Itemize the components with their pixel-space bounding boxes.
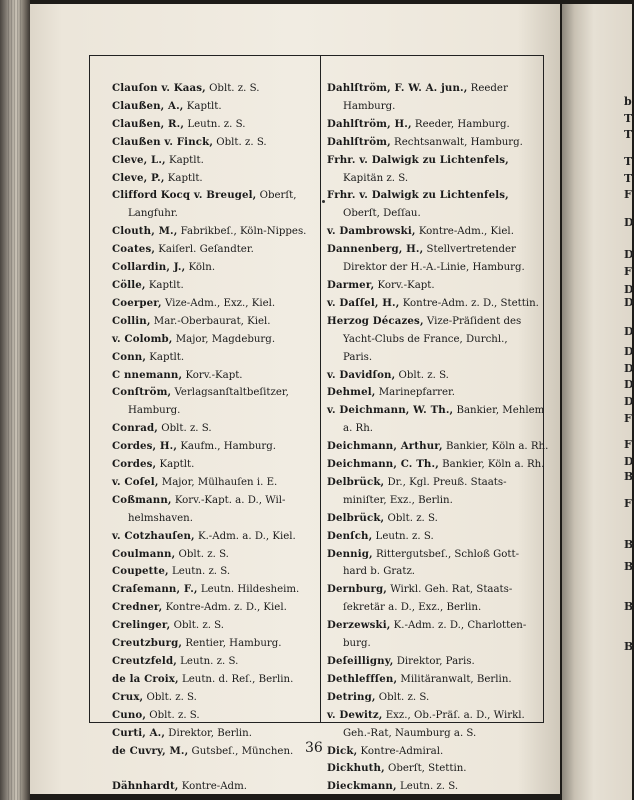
entry-description: Oblt. z. S. xyxy=(146,709,200,721)
facing-page-letter: B xyxy=(624,600,634,613)
entry-description: Köln. xyxy=(185,262,216,274)
directory-entry xyxy=(327,778,539,796)
facing-page-letter: T xyxy=(624,112,633,125)
directory-entry xyxy=(327,546,539,564)
entry-description: Kaptlt. xyxy=(183,100,222,112)
entry-name: v. Deichmann, W. Th., xyxy=(327,404,454,417)
facing-page-letter: D xyxy=(624,325,634,338)
directory-entry xyxy=(112,187,316,205)
directory-entry xyxy=(327,80,539,98)
directory-entry xyxy=(112,367,316,385)
entry-description: Oblt. z. S. xyxy=(375,691,430,703)
entry-description: Kaptlt. xyxy=(145,279,184,291)
entry-name: Denſch, xyxy=(327,529,373,542)
entry-description: Reeder xyxy=(467,83,508,94)
entry-name: Coerper, xyxy=(112,296,162,309)
entry-name: Darmer, xyxy=(327,278,375,291)
entry-continuation: a. Rh. xyxy=(343,423,374,435)
entry-name: Frhr. v. Dalwigk zu Lichtenfels, xyxy=(327,189,509,202)
directory-entry xyxy=(327,402,545,420)
entry-description: Kontre-Adm., Kiel. xyxy=(415,226,514,238)
entry-name: Cordes, H., xyxy=(112,440,178,453)
entry-continuation: Direktor der H.-A.-Linie, Hamburg. xyxy=(343,262,525,274)
entry-name: Clouth, M., xyxy=(112,225,178,238)
entry-name: Dennig, xyxy=(327,547,373,560)
directory-entry xyxy=(112,492,316,510)
entry-name: Deichmann, C. Th., xyxy=(327,458,439,471)
facing-page-letter: T xyxy=(624,155,633,168)
directory-entry xyxy=(327,223,539,241)
directory-entry xyxy=(112,170,316,188)
facing-page-letter: B xyxy=(624,470,634,483)
facing-page-letter: T xyxy=(624,172,633,185)
facing-page-letter: F xyxy=(624,412,632,425)
entry-name: Detring, xyxy=(327,690,376,703)
column-divider xyxy=(320,55,321,723)
entry-description: Oblt. z. S. xyxy=(205,83,260,94)
entry-name: de la Croix, xyxy=(112,672,179,685)
entry-name: Dickhuth, xyxy=(327,762,385,775)
directory-entry xyxy=(112,313,316,331)
entry-name: Delbrück, xyxy=(327,475,385,488)
directory-entry xyxy=(112,563,316,581)
entry-description: Leutn. Hildesheim. xyxy=(197,584,300,596)
facing-page-letter: F xyxy=(624,438,632,451)
directory-entry xyxy=(112,581,316,599)
entry-name: Cuno, xyxy=(112,708,147,721)
directory-entry xyxy=(327,313,539,331)
left-column xyxy=(112,80,316,796)
facing-page-letter: T xyxy=(624,128,633,141)
directory-entry xyxy=(327,241,539,259)
entry-description: Kontre-Adm. z. D., Kiel. xyxy=(162,602,287,614)
entry-name: Dahlſtröm, H., xyxy=(327,117,412,130)
facing-page-letter: B xyxy=(624,640,634,653)
directory-entry xyxy=(112,331,316,349)
directory-entry xyxy=(112,546,316,564)
directory-entry xyxy=(112,420,316,438)
entry-continuation: Oberſt, Deſſau. xyxy=(343,208,421,220)
entry-name: Craſemann, F., xyxy=(112,583,198,596)
facing-page-letter: B xyxy=(624,538,634,551)
entry-name: Cleve, P., xyxy=(112,171,165,184)
entry-description: Vize-Präſident des xyxy=(423,315,522,327)
facing-page-letter: D xyxy=(624,395,634,408)
book-spine xyxy=(0,0,30,800)
entry-gap xyxy=(112,760,316,778)
entry-name: Collin, xyxy=(112,314,151,327)
entry-description: Direktor, Berlin. xyxy=(165,727,252,739)
entry-description: Leutn. z. S. xyxy=(372,530,434,542)
entry-name: Crux, xyxy=(112,690,144,703)
entry-name: de Cuvry, M., xyxy=(112,744,189,757)
directory-entry xyxy=(327,743,539,761)
entry-description: Korv.-Kapt. xyxy=(374,279,435,291)
directory-entry xyxy=(112,259,316,277)
entry-name: v. Daſſel, H., xyxy=(327,296,400,309)
entry-description: Stellvertretender xyxy=(423,244,516,256)
entry-name: Conſtröm, xyxy=(112,386,172,399)
entry-name: Cleve, L., xyxy=(112,153,166,166)
ink-dot xyxy=(322,200,325,203)
directory-entry xyxy=(112,384,316,402)
facing-page-letter: D xyxy=(624,455,634,468)
entry-name: Cordes, xyxy=(112,458,157,471)
entry-description: Leutn. d. Reſ., Berlin. xyxy=(178,673,294,685)
entry-name: Claußen, A., xyxy=(112,99,184,112)
directory-entry xyxy=(327,152,539,170)
entry-name: Dahlſtröm, F. W. A. jun., xyxy=(327,82,468,94)
directory-entry xyxy=(112,116,316,134)
entry-continuation: Geh.-Rat, Naumburg a. S. xyxy=(343,727,477,739)
directory-entry xyxy=(327,760,539,778)
entry-continuation: helmshaven. xyxy=(128,512,193,524)
entry-name: Coates, xyxy=(112,243,156,256)
entry-name: Clifford Kocq v. Breugel, xyxy=(112,189,257,202)
entry-name: Dannenberg, H., xyxy=(327,243,424,256)
directory-entry xyxy=(112,599,316,617)
entry-description: Dr., Kgl. Preuß. Staats- xyxy=(384,476,507,488)
entry-name: Delbrück, xyxy=(327,511,385,524)
directory-entry xyxy=(327,653,539,671)
entry-description: Verlagsanſtaltbeſitzer, xyxy=(171,387,289,399)
directory-entry xyxy=(327,671,539,689)
entry-continuation: Hamburg. xyxy=(128,405,181,417)
facing-page-letter: D xyxy=(624,248,634,261)
entry-continuation: miniſter, Exz., Berlin. xyxy=(343,494,453,506)
entry-continuation: Hamburg. xyxy=(343,100,396,112)
entry-description: Oberſt, Stettin. xyxy=(384,763,467,775)
entry-description: Kontre-Admiral. xyxy=(357,745,444,757)
entry-name: Dick, xyxy=(327,744,358,757)
directory-entry xyxy=(112,295,316,313)
directory-entry xyxy=(112,725,316,743)
directory-entry xyxy=(327,116,539,134)
entry-name: Curti, A., xyxy=(112,726,166,739)
entry-description: Bankier, Mehlem xyxy=(453,405,545,417)
facing-page-letter: F xyxy=(624,497,632,510)
directory-entry xyxy=(327,617,539,635)
entry-name: Conrad, xyxy=(112,422,158,435)
directory-entry xyxy=(112,241,316,259)
directory-entry xyxy=(327,528,539,546)
entry-name: v. Dambrowski, xyxy=(327,225,416,238)
entry-name: v. Cotzhauſen, xyxy=(112,529,195,542)
directory-entry xyxy=(112,743,316,761)
directory-entry xyxy=(112,223,316,241)
directory-entry xyxy=(112,528,316,546)
directory-entry xyxy=(327,474,539,492)
entry-name: Conn, xyxy=(112,350,147,363)
entry-description: Oblt. z. S. xyxy=(384,512,438,524)
entry-description: Oblt. z. S. xyxy=(213,136,267,148)
directory-entry xyxy=(112,671,316,689)
entry-description: Major, Magdeburg. xyxy=(172,333,276,345)
entry-name: Dieckmann, xyxy=(327,780,397,793)
entry-name: Claußen v. Finck, xyxy=(112,135,214,148)
entry-name: Crelinger, xyxy=(112,619,171,632)
directory-entry xyxy=(327,456,545,474)
directory-entry xyxy=(112,689,316,707)
entry-name: Dehmel, xyxy=(327,386,376,399)
directory-entry xyxy=(327,367,539,385)
entry-description: Bankier, Köln a. Rh. xyxy=(442,441,549,453)
entry-description: Leutn. z. S. xyxy=(176,656,239,667)
directory-entry xyxy=(327,277,539,295)
directory-entry xyxy=(327,581,539,599)
facing-page-letter: D xyxy=(624,378,634,391)
entry-name: v. Dewitz, xyxy=(327,708,383,721)
entry-name: v. Colomb, xyxy=(112,332,173,345)
entry-name: Deichmann, Arthur, xyxy=(327,440,443,453)
directory-entry xyxy=(112,707,316,725)
entry-name: Coulmann, xyxy=(112,547,176,560)
entry-name: v. Coſel, xyxy=(112,475,159,488)
facing-page-letter: F xyxy=(624,265,632,278)
directory-entry xyxy=(327,707,539,725)
directory-entry xyxy=(112,778,316,796)
entry-description: Direktor, Paris. xyxy=(393,656,475,667)
directory-entry xyxy=(112,635,316,653)
directory-entry xyxy=(327,384,539,402)
entry-description: Kaptlt. xyxy=(164,172,203,184)
entry-description: Gutsbeſ., München. xyxy=(188,745,294,757)
entry-description: Kontre-Adm. z. D., Stettin. xyxy=(399,297,539,309)
entry-name: Dähnhardt, xyxy=(112,780,179,793)
entry-name: C nnemann, xyxy=(112,368,183,381)
entry-description: Kaiſerl. Geſandter. xyxy=(155,244,254,256)
facing-page-letter: D xyxy=(624,283,634,296)
entry-description: Oberſt, xyxy=(256,190,297,202)
entry-name: Coßmann, xyxy=(112,493,172,506)
entry-description: Vize-Adm., Exz., Kiel. xyxy=(161,297,276,309)
entry-continuation: burg. xyxy=(343,638,371,650)
entry-name: Creutzburg, xyxy=(112,637,183,650)
directory-entry xyxy=(327,689,539,707)
facing-page-letter: B xyxy=(624,560,634,573)
entry-name: Collardin, J., xyxy=(112,261,186,274)
directory-entry xyxy=(112,98,316,116)
entry-name: v. Davidſon, xyxy=(327,368,396,381)
entry-description: Oblt. z. S. xyxy=(158,423,212,435)
entry-description: Rechtsanwalt, Hamburg. xyxy=(390,136,523,148)
directory-entry xyxy=(112,80,316,98)
directory-entry xyxy=(327,187,539,205)
entry-description: Korv.-Kapt. xyxy=(182,369,243,381)
facing-page-letter: D xyxy=(624,216,634,229)
right-column xyxy=(327,80,549,796)
entry-name: Clauſon v. Kaas, xyxy=(112,82,206,94)
entry-description: Oblt. z. S. xyxy=(175,548,229,560)
entry-name: Dethleffſen, xyxy=(327,672,398,685)
directory-entry xyxy=(112,474,316,492)
entry-description: K.-Adm. z. D., Charlotten- xyxy=(390,620,527,632)
directory-entry xyxy=(112,277,316,295)
directory-entry xyxy=(112,152,316,170)
entry-name: Derzewski, xyxy=(327,619,391,632)
entry-name: Creutzfeld, xyxy=(112,655,177,667)
entry-name: Cölle, xyxy=(112,278,146,291)
entry-description: Oblt. z. S. xyxy=(395,369,449,381)
entry-name: Deſeilligny, xyxy=(327,655,394,667)
entry-description: Kaptlt. xyxy=(156,459,195,471)
entry-description: Bankier, Köln a. Rh. xyxy=(438,459,545,471)
entry-description: Kaptlt. xyxy=(146,351,185,363)
facing-page-letter: D xyxy=(624,296,634,309)
entry-description: Rentier, Hamburg. xyxy=(182,638,282,650)
directory-entry xyxy=(327,438,549,456)
entry-continuation: Paris. xyxy=(343,351,373,363)
entry-description: Exz., Ob.-Präſ. a. D., Wirkl. xyxy=(382,709,525,721)
entry-description: Marinepfarrer. xyxy=(375,387,456,399)
directory-entry xyxy=(112,438,316,456)
directory-entry xyxy=(327,510,539,528)
entry-description: Kontre-Adm. xyxy=(178,781,247,793)
entry-description: Leutn. z. S. xyxy=(168,566,231,578)
entry-description: Leutn. z. S. xyxy=(184,118,246,130)
entry-description: Militäranwalt, Berlin. xyxy=(397,673,512,685)
entry-name: Credner, xyxy=(112,601,163,614)
facing-page-letter: b xyxy=(624,95,632,108)
entry-continuation: hard b. Gratz. xyxy=(343,566,416,578)
entry-name: Coupette, xyxy=(112,565,169,578)
directory-entry xyxy=(112,134,316,152)
entry-description: Reeder, Hamburg. xyxy=(411,118,510,130)
entry-description: Kaptlt. xyxy=(165,154,204,166)
entry-description: Oblt. z. S. xyxy=(170,620,225,632)
facing-page-edge xyxy=(562,4,632,800)
entry-description: Wirkl. Geh. Rat, Staats- xyxy=(387,584,513,596)
entry-continuation: Langfuhr. xyxy=(128,208,178,220)
entry-description: Kaufm., Hamburg. xyxy=(177,441,277,453)
facing-page-letter: F xyxy=(624,188,632,201)
directory-entry xyxy=(112,617,316,635)
directory-entry xyxy=(327,134,539,152)
entry-description: K.-Adm. a. D., Kiel. xyxy=(194,530,296,542)
entry-description: Major, Mülhauſen i. E. xyxy=(158,476,278,488)
facing-page-letter: D xyxy=(624,362,634,375)
entry-description: Rittergutsbeſ., Schloß Gott- xyxy=(372,548,520,560)
entry-continuation: ſekretär a. D., Exz., Berlin. xyxy=(343,602,482,614)
entry-continuation: Kapitän z. S. xyxy=(343,172,409,184)
entry-continuation: Yacht-Clubs de France, Durchl., xyxy=(343,333,508,345)
entry-description: Korv.-Kapt. a. D., Wil- xyxy=(171,494,286,506)
entry-name: Dernburg, xyxy=(327,583,388,596)
entry-name: Dahlſtröm, xyxy=(327,135,391,148)
entry-description: Mar.-Oberbaurat, Kiel. xyxy=(150,315,271,327)
directory-entry xyxy=(112,456,316,474)
directory-entry xyxy=(112,349,316,367)
entry-description: Oblt. z. S. xyxy=(143,691,197,703)
facing-page-letter: D xyxy=(624,345,634,358)
entry-name: Frhr. v. Dalwigk zu Lichtenfels, xyxy=(327,153,509,166)
directory-entry xyxy=(112,653,316,671)
page-number: 36 xyxy=(305,740,323,756)
entry-description: Leutn. z. S. xyxy=(396,781,459,793)
directory-entry xyxy=(327,295,539,313)
entry-name: Claußen, R., xyxy=(112,117,185,130)
entry-description: Fabrikbeſ., Köln-Nippes. xyxy=(177,226,307,238)
entry-name: Herzog Décazes, xyxy=(327,314,424,327)
